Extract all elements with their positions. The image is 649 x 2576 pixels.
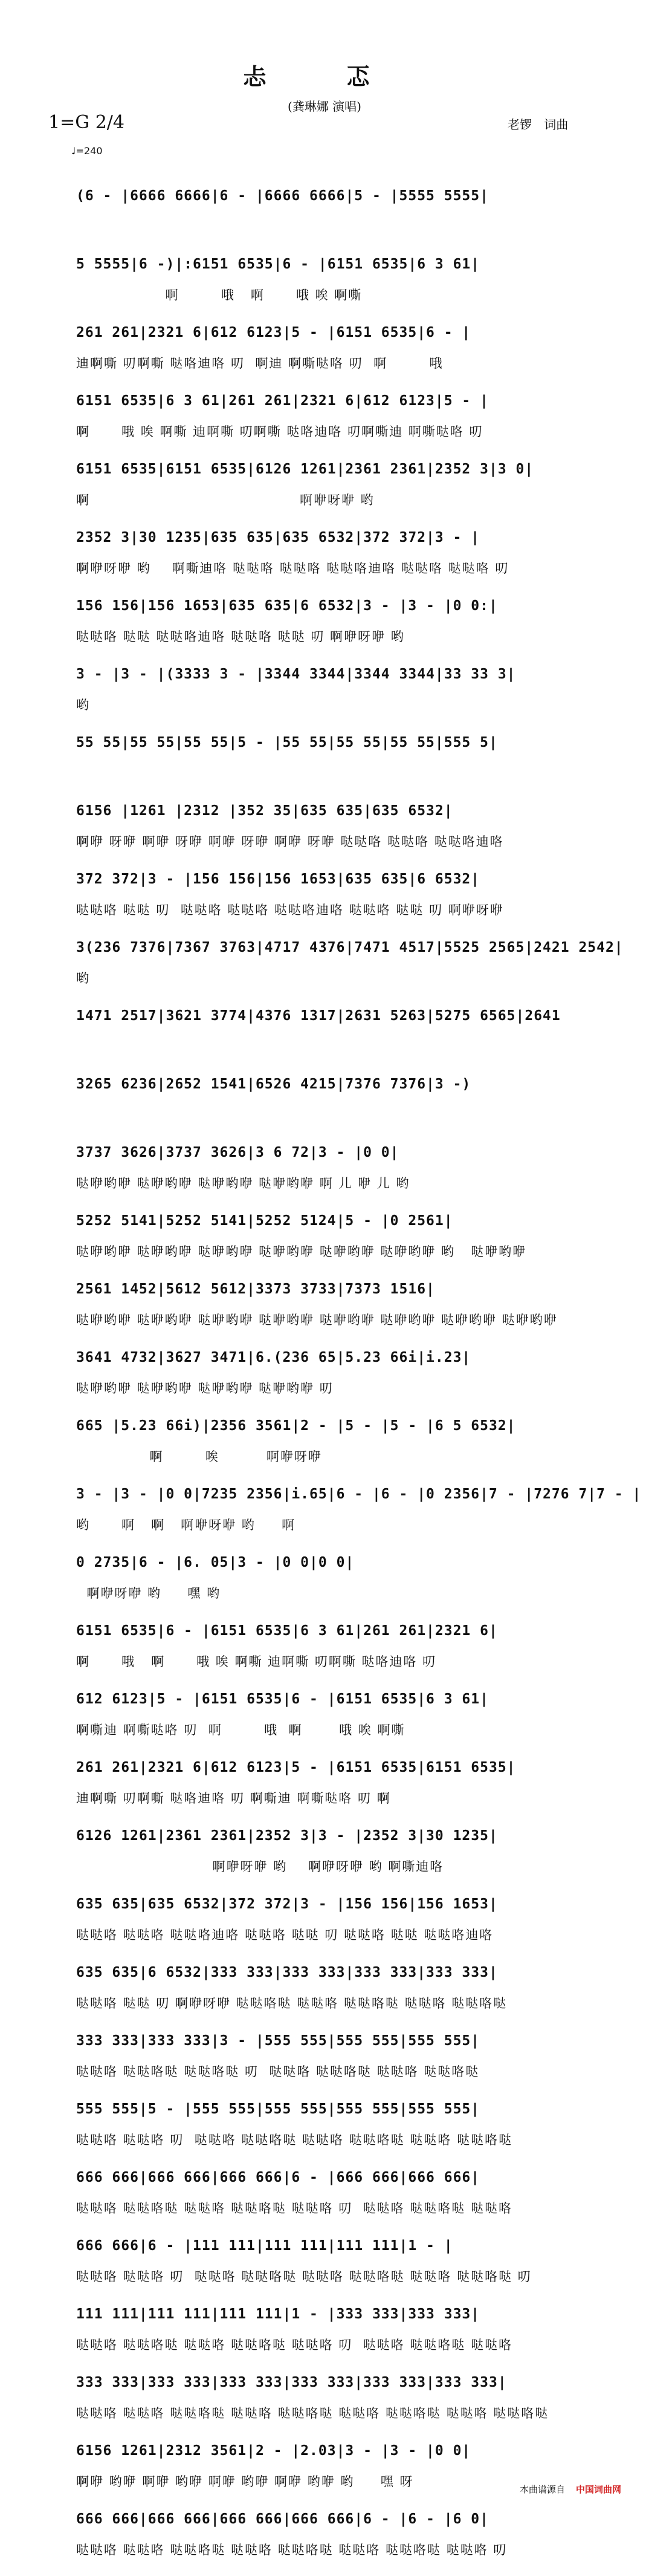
notation-line: 6126 1261|2361 2361|2352 3|3 - |2352 3|30 1235| bbox=[76, 1828, 498, 1844]
notation-line: 1471 2517|3621 3774|4376 1317|2631 5263|5275 6565|2641 bbox=[76, 1008, 561, 1024]
lyric-line: 啊嘶迪 啊嘶哒咯 叨 啊 哦 啊 哦 唉 啊嘶 bbox=[76, 1723, 405, 1737]
lyric-line: 哒哒咯 哒哒 叨 哒哒咯 哒哒咯 哒哒咯迪咯 哒哒咯 哒哒 叨 啊咿呀咿 bbox=[76, 903, 504, 917]
lyric-line: 啊 啊咿呀咿 哟 bbox=[76, 493, 375, 507]
notation-system bbox=[76, 1551, 584, 1619]
lyric-line: 哒咿哟咿 哒咿哟咿 哒咿哟咿 哒咿哟咿 啊 儿 咿 儿 哟 bbox=[76, 1176, 410, 1191]
lyric-line: 迪啊嘶 叨啊嘶 哒咯迪咯 叨 啊嘶迪 啊嘶哒咯 叨 啊 bbox=[76, 1791, 391, 1806]
lyric-line: 啊 哦 啊 哦 唉 啊嘶 迪啊嘶 叨啊嘶 哒咯迪咯 叨 bbox=[76, 1654, 437, 1669]
notation-line: 665 |5.23 66i)|2356 3561|2 - |5 - |5 - |6 5 6532| bbox=[76, 1418, 516, 1434]
lyric-line: 啊咿 呀咿 啊咿 呀咿 啊咿 呀咿 啊咿 呀咿 哒哒咯 哒哒咯 哒哒咯迪咯 bbox=[76, 834, 504, 849]
lyric-line: 哒哒咯 哒哒咯 哒哒咯迪咯 哒哒咯 哒哒 叨 哒哒咯 哒哒 哒哒咯迪咯 bbox=[76, 1928, 494, 1942]
notation-system bbox=[76, 253, 584, 321]
song-title: 忐 忑 bbox=[243, 63, 406, 90]
notation-system bbox=[76, 1346, 584, 1414]
lyric-line: 啊 唉 啊咿呀咿 bbox=[76, 1449, 322, 1464]
lyric-line: 哒哒咯 哒哒咯 叨 哒哒咯 哒哒咯哒 哒哒咯 哒哒咯哒 哒哒咯 哒哒咯哒 叨 bbox=[76, 2269, 532, 2284]
composer-credit: 老锣 词曲 bbox=[508, 117, 569, 132]
notation-system bbox=[76, 731, 584, 799]
notation-line: 2352 3|30 1235|635 635|635 6532|372 372|3 - | bbox=[76, 530, 480, 545]
notation-line: 635 635|6 6532|333 333|333 333|333 333|333 333| bbox=[76, 1965, 498, 1980]
notation-system bbox=[76, 1756, 584, 1824]
notation-line: 555 555|5 - |555 555|555 555|555 555|555 555| bbox=[76, 2101, 480, 2117]
notation-system bbox=[76, 389, 584, 458]
notation-system bbox=[76, 1141, 584, 1209]
notation-system bbox=[76, 1073, 584, 1141]
notation-line: 6151 6535|6151 6535|6126 1261|2361 2361|2352 3|3 0| bbox=[76, 461, 534, 477]
notation-line: 261 261|2321 6|612 6123|5 - |6151 6535|6 - | bbox=[76, 325, 471, 340]
notation-system bbox=[76, 458, 584, 526]
lyric-line: 啊咿呀咿 哟 啊咿呀咿 哟 啊嘶迪咯 bbox=[76, 1859, 444, 1874]
notation-system bbox=[76, 321, 584, 389]
lyric-line: 哒哒咯 哒哒咯哒 哒哒咯 哒哒咯哒 哒哒咯 叨 哒哒咯 哒哒咯哒 哒哒咯 bbox=[76, 2338, 513, 2352]
lyric-line: 啊咿呀咿 哟 嘿 哟 bbox=[76, 1586, 221, 1601]
lyric-line: 哒哒咯 哒哒咯 哒哒咯哒 哒哒咯 哒哒咯哒 哒哒咯 哒哒咯哒 哒哒咯 哒哒咯哒 bbox=[76, 2406, 549, 2421]
notation-system bbox=[76, 1619, 584, 1688]
notation-system bbox=[76, 1824, 584, 1893]
source-site-name: 中国词曲网 bbox=[576, 2484, 622, 2495]
notation-system bbox=[76, 1004, 584, 1073]
lyric-line: 哟 bbox=[76, 971, 90, 986]
tempo-marking: ♩=240 bbox=[71, 145, 103, 157]
notation-line: 333 333|333 333|3 - |555 555|555 555|555 555| bbox=[76, 2033, 480, 2049]
notation-system bbox=[76, 1893, 584, 1961]
lyric-line: 哒哒咯 哒哒咯 叨 哒哒咯 哒哒咯哒 哒哒咯 哒哒咯哒 哒哒咯 哒哒咯哒 bbox=[76, 2133, 513, 2147]
lyric-line: 哒哒咯 哒哒咯 哒哒咯哒 哒哒咯 哒哒咯哒 哒哒咯 哒哒咯哒 哒哒咯 叨 bbox=[76, 2543, 508, 2557]
lyric-line: 哒哒咯 哒哒 叨 啊咿呀咿 哒哒咯哒 哒哒咯 哒哒咯哒 哒哒咯 哒哒咯哒 bbox=[76, 1996, 508, 2011]
notation-line: 6156 |1261 |2312 |352 35|635 635|635 6532| bbox=[76, 803, 453, 819]
notation-system bbox=[76, 1414, 584, 1483]
notation-line: 111 111|111 111|111 111|1 - |333 333|333 333| bbox=[76, 2306, 480, 2322]
notation-line: 55 55|55 55|55 55|5 - |55 55|55 55|55 55|555 5| bbox=[76, 735, 498, 750]
lyric-line: 啊 哦 啊 哦 唉 啊嘶 bbox=[76, 288, 363, 302]
notation-system bbox=[76, 936, 624, 1004]
notation-line: 5252 5141|5252 5141|5252 5124|5 - |0 2561| bbox=[76, 1213, 453, 1229]
notation-line: 156 156|156 1653|635 635|6 6532|3 - |3 - |0 0:| bbox=[76, 598, 498, 614]
notation-system bbox=[76, 1278, 584, 1346]
lyric-line: 啊咿呀咿 哟 啊嘶迪咯 哒哒咯 哒哒咯 哒哒咯迪咯 哒哒咯 哒哒咯 叨 bbox=[76, 561, 509, 576]
notation-line: 6156 1261|2312 3561|2 - |2.03|3 - |3 - |0 0| bbox=[76, 2443, 471, 2459]
notation-system bbox=[76, 2234, 584, 2303]
notation-system bbox=[76, 1688, 584, 1756]
notation-line: 6151 6535|6 - |6151 6535|6 3 61|261 261|2321 6| bbox=[76, 1623, 498, 1639]
notation-line: 0 2735|6 - |6. 05|3 - |0 0|0 0| bbox=[76, 1555, 355, 1570]
notation-system bbox=[76, 184, 584, 253]
notation-line: (6 - |6666 6666|6 - |6666 6666|5 - |5555 5555| bbox=[76, 188, 489, 204]
notation-line: 3(236 7376|7367 3763|4717 4376|7471 4517|5525 2565|2421 2542| bbox=[76, 940, 624, 955]
lyric-line: 啊咿 哟咿 啊咿 哟咿 啊咿 哟咿 啊咿 哟咿 哟 嘿 呀 bbox=[76, 2474, 414, 2489]
source-text: 本曲谱源自 bbox=[520, 2484, 566, 2495]
notation-system bbox=[76, 2303, 584, 2371]
notation-system bbox=[76, 2029, 584, 2098]
notation-line: 3737 3626|3737 3626|3 6 72|3 - |0 0| bbox=[76, 1145, 399, 1160]
notation-line: 2561 1452|5612 5612|3373 3733|7373 1516| bbox=[76, 1281, 435, 1297]
performer-credit: (龚琳娜 演唱) bbox=[288, 99, 361, 114]
notation-system bbox=[76, 2439, 584, 2508]
lyric-line: 哒咿哟咿 哒咿哟咿 哒咿哟咿 哒咿哟咿 叨 bbox=[76, 1381, 334, 1396]
lyric-line: 哒哒咯 哒哒咯哒 哒哒咯 哒哒咯哒 哒哒咯 叨 哒哒咯 哒哒咯哒 哒哒咯 bbox=[76, 2201, 513, 2216]
lyric-line: 哒哒咯 哒哒 哒哒咯迪咯 哒哒咯 哒哒 叨 啊咿呀咿 哟 bbox=[76, 629, 405, 644]
notation-line: 6151 6535|6 3 61|261 261|2321 6|612 6123|5 - | bbox=[76, 393, 489, 409]
notation-line: 372 372|3 - |156 156|156 1653|635 635|6 6532| bbox=[76, 871, 480, 887]
source-footer bbox=[520, 2483, 621, 2496]
notation-system bbox=[76, 868, 584, 936]
notation-line: 261 261|2321 6|612 6123|5 - |6151 6535|6151 6535| bbox=[76, 1760, 516, 1775]
lyric-line: 哒咿哟咿 哒咿哟咿 哒咿哟咿 哒咿哟咿 哒咿哟咿 哒咿哟咿 哟 哒咿哟咿 bbox=[76, 1244, 527, 1259]
notation-line: 333 333|333 333|333 333|333 333|333 333|333 333| bbox=[76, 2375, 507, 2390]
lyric-line: 哒咿哟咿 哒咿哟咿 哒咿哟咿 哒咿哟咿 哒咿哟咿 哒咿哟咿 哒咿哟咿 哒咿哟咿 bbox=[76, 1313, 558, 1327]
key-signature: 1=G 2/4 bbox=[48, 112, 125, 133]
notation-line: 3641 4732|3627 3471|6.(236 65|5.23 66i|i.23| bbox=[76, 1350, 471, 1365]
notation-line: 3265 6236|2652 1541|6526 4215|7376 7376|3 -) bbox=[76, 1076, 471, 1092]
notation-system bbox=[76, 1209, 584, 1278]
lyric-line: 迪啊嘶 叨啊嘶 哒咯迪咯 叨 啊迪 啊嘶哒咯 叨 啊 哦 bbox=[76, 356, 444, 371]
notation-line: 612 6123|5 - |6151 6535|6 - |6151 6535|6 3 61| bbox=[76, 1691, 489, 1707]
notation-line: 666 666|666 666|666 666|6 - |666 666|666 666| bbox=[76, 2170, 480, 2185]
notation-line: 666 666|6 - |111 111|111 111|111 111|1 - | bbox=[76, 2238, 453, 2254]
notation-line: 5 5555|6 -)|:6151 6535|6 - |6151 6535|6 3 61| bbox=[76, 256, 480, 272]
lyric-line: 哟 啊 啊 啊咿呀咿 哟 啊 bbox=[76, 1518, 296, 1532]
notation-line: 635 635|635 6532|372 372|3 - |156 156|156 1653| bbox=[76, 1896, 498, 1912]
lyric-line: 哟 bbox=[76, 698, 90, 712]
notation-system bbox=[76, 1483, 642, 1551]
notation-line: 3 - |3 - |0 0|7235 2356|i.65|6 - |6 - |0 2356|7 - |7276 7|7 - | bbox=[76, 1486, 642, 1502]
notation-system bbox=[76, 594, 584, 663]
notation-line: 3 - |3 - |(3333 3 - |3344 3344|3344 3344|33 33 3| bbox=[76, 666, 516, 682]
lyric-line: 哒哒咯 哒哒咯哒 哒哒咯哒 叨 哒哒咯 哒哒咯哒 哒哒咯 哒哒咯哒 bbox=[76, 2064, 480, 2079]
notation-system bbox=[76, 2098, 584, 2166]
notation-line: 666 666|666 666|666 666|666 666|6 - |6 - |6 0| bbox=[76, 2511, 489, 2527]
notation-system bbox=[76, 799, 584, 868]
notation-system bbox=[76, 663, 584, 731]
lyric-line: 啊 哦 唉 啊嘶 迪啊嘶 叨啊嘶 哒咯迪咯 叨啊嘶迪 啊嘶哒咯 叨 bbox=[76, 424, 483, 439]
notation-system bbox=[76, 2508, 584, 2576]
notation-system bbox=[76, 526, 584, 594]
notation-system bbox=[76, 2166, 584, 2234]
notation-system bbox=[76, 1961, 584, 2029]
notation-system bbox=[76, 2371, 584, 2439]
